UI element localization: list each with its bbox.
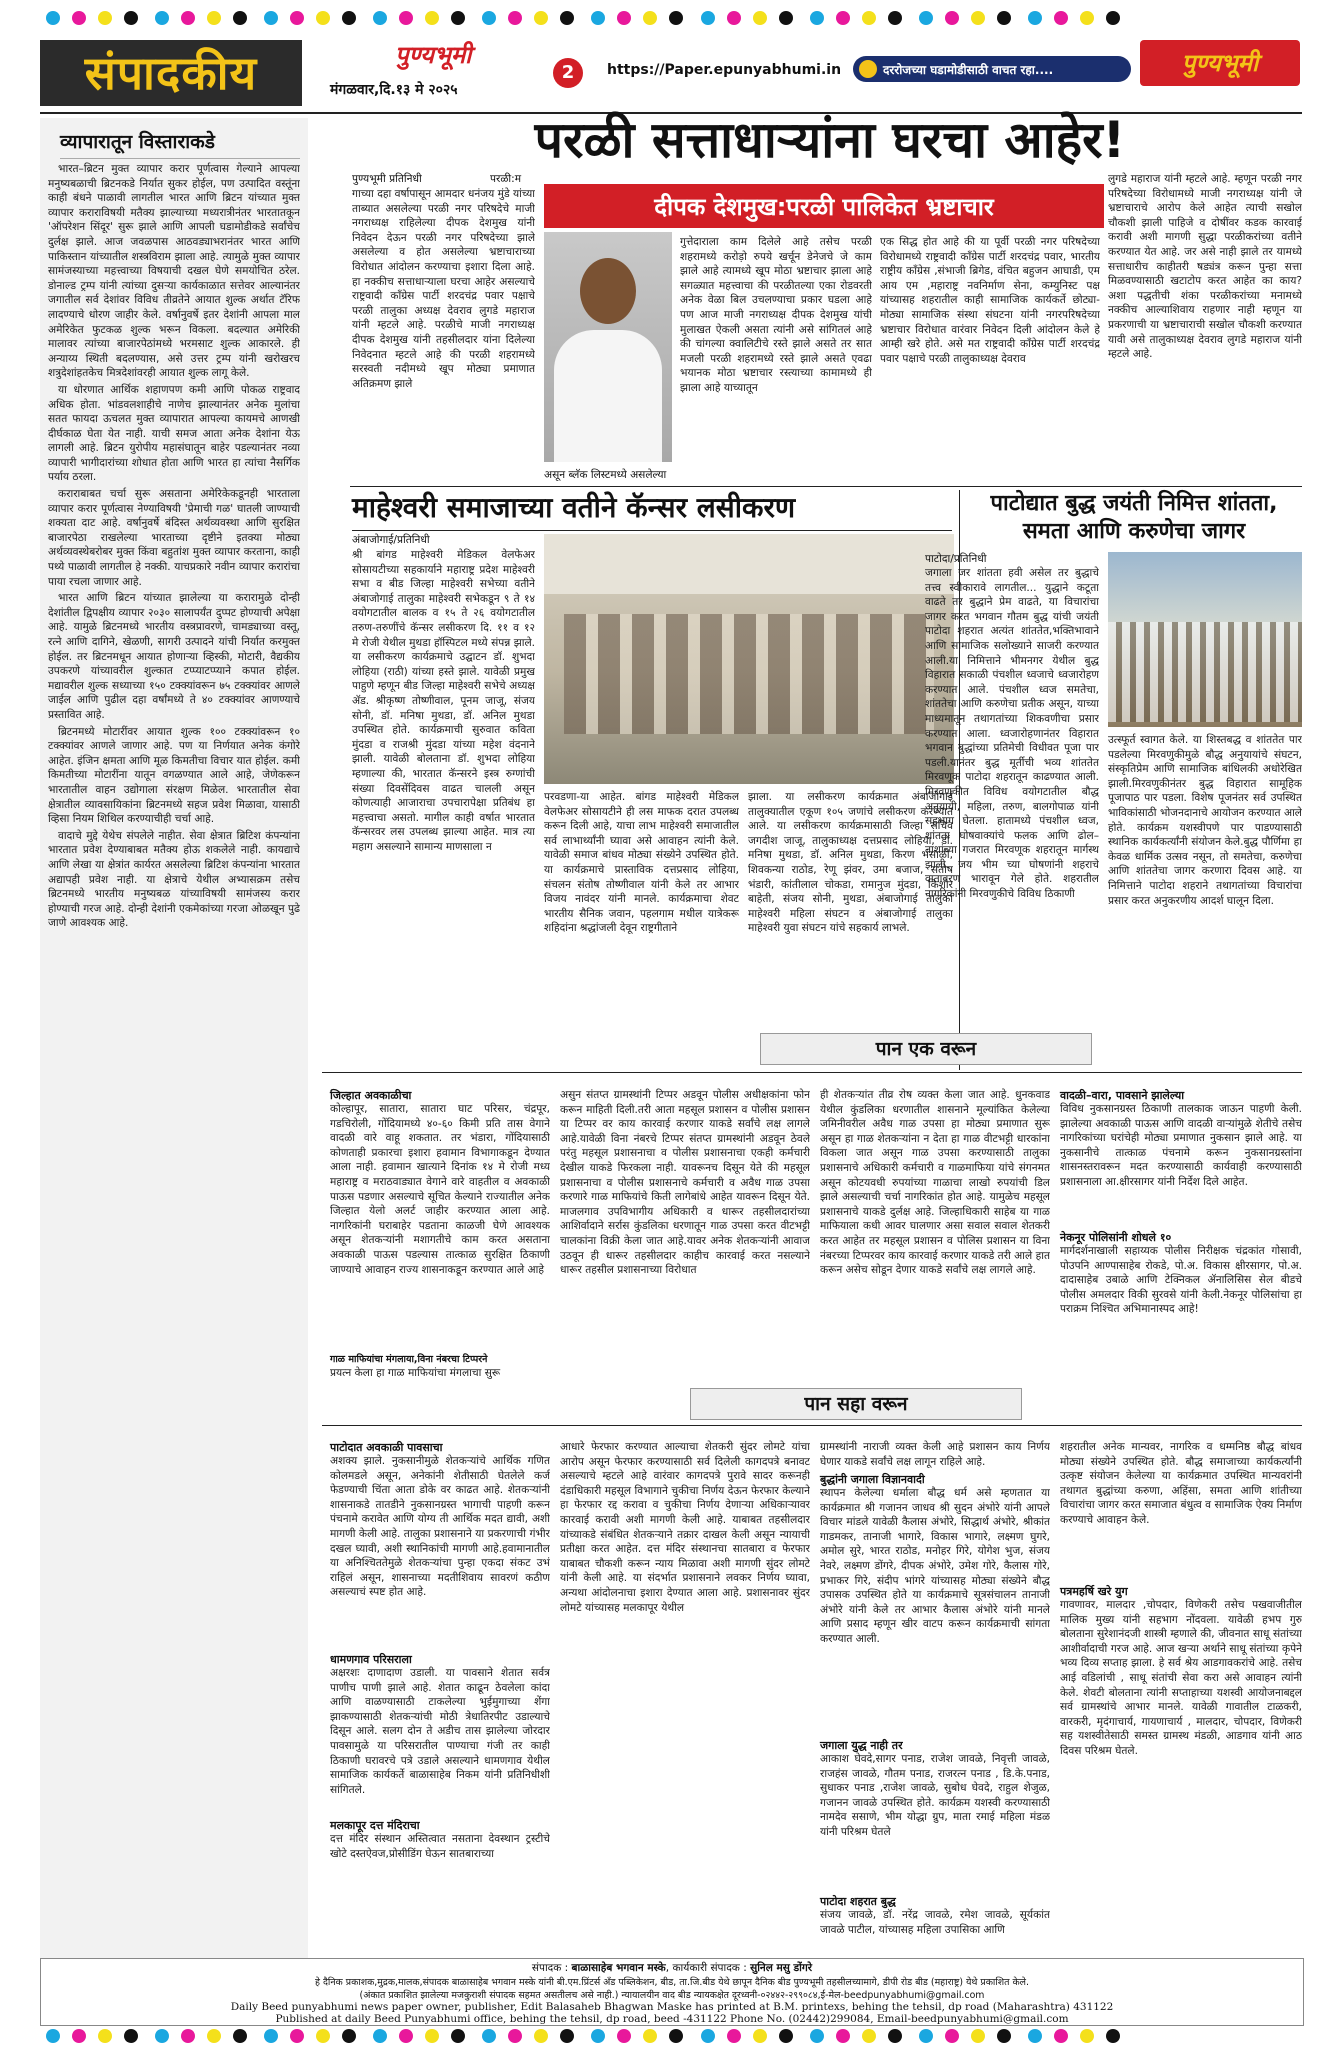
cont6-col1c: दत्त मंदिर संस्थान अस्तित्वात नसताना देवस्थान ट्रस्टीचे खोटे दस्तऐवज,प्रोसीडिंग घेऊन सातबाराच्या (330, 1833, 550, 1860)
main-subheadline-bar: दीपक देशमुख:परळी पालिकेत भ्रष्टाचार (544, 184, 1104, 228)
main-byline: पुण्यभूमी प्रतिनिधी (352, 173, 422, 185)
cont1-col4-head: वादळी–वारा, पावसाने झालेल्या (1060, 1089, 1185, 1102)
cont6-col1-head: पाटोदात अवकाळी पावसाचा (330, 1441, 443, 1454)
tagline-icon (859, 60, 877, 78)
editorial-paragraph: भारत आणि ब्रिटन यांच्यात झालेल्या या करारामुळे दोन्ही देशांतील द्विपक्षीय व्यापार २०३० सालापर्यंत दुप्पट होण्याची अपेक्षा आहे. यामुळे ब्रिटनमध्ये भारतीय वस्त्रप्रावरणे, चामड्याच्या वस्तू, रत्ने आणि दागिने, खेळणी, सागरी उत्पादने यांची निर्यात करमुक्त होईल. तर ब्रिटनमधून आयात होणाऱ्या व्हिस्की, मोटारी, वैद्यकीय उपकरणे यांच्यावरील शुल्कात टप्प्याटप्प्याने कपात होईल. मद्यावरील शुल्क सध्याच्या १५० टक्क्यांवरून ७५ टक्क्यांवर आणले जाईल आणि पुढील दहा वर्षांमध्ये ते ४० टक्क्यांवर आणण्याचे प्रस्तावित आहे. (48, 592, 300, 721)
editorial-title: व्यापारातून विस्ताराकडे (60, 128, 300, 159)
cont6-col3-head2: जगाला युद्ध नाही तर (820, 1739, 903, 1752)
cont1-col1-head2: गाळ माफियांचा मंगलाया,विना नंबरचा टिप्परने (330, 1354, 488, 1365)
cont6-col3-head3: पाटोदा शहरात बुद्ध (820, 1895, 896, 1908)
buddha-procession-photo (1108, 552, 1302, 727)
issue-date: मंगळवार,दि.१३ मे २०२५ (330, 82, 458, 98)
main-col1: गाच्या दहा वर्षापासून आमदार धनंजय मुंडे यांच्या ताब्यात असलेल्या परळी नगर परिषदेचे माजी नगराध्यक्ष राहिलेल्या दीपक देशमुख यांनी निवेदन देऊन परळी नगर परिषदेच्या झाले असलेल्या व होत असलेल्या भ्रष्टाचाराच्या विरोधात आंदोलन करण्याचा इशारा दिला आहे. हा नक्कीच सत्ताधाऱ्याला घरचा आहेर असल्याचे राष्ट्रवादी काँग्रेस पार्टी शरदचंद्र पवार पक्षाचे परळी तालुका अध्यक्ष देवराव लुगडे महाराज यांनी म्हटले आहे. परळीचे माजी नगराध्यक्ष दीपक देशमुख यांनी तहसीलदार यांना दिलेल्या निवेदनात म्हटले आहे की परळी शहरामध्ये सरस्वती नदीमध्ये खूप मोठ्या प्रमाणात अतिक्रमण झाले (352, 188, 535, 390)
cont1-col4-head2: नेकनूर पोलिसांनी शोधले १० (1060, 1231, 1172, 1244)
cancer-headline: माहेश्वरी समाजाच्या वतीने कॅन्सर लसीकरण (352, 491, 796, 524)
cont1-col2: असुन संतप्त ग्रामस्थांनी टिप्पर अडवून पोलीस अधीक्षकांना फोन करून माहिती दिली.तरी आता महसूल प्रशासन व पोलीस प्रशासन या टिप्पर वर काय कारवाई करणार याकडे सर्वांचे लक्ष लागले आहे.यावेळी विना नंबरचे टिप्पर संतप्त ग्रामस्थांनी अडवून ठेवले परंतु महसूल प्रशासनाचा व पोलीस प्रशासनाचा एकही कर्मचारी देखील याकडे फिरकला नाही. यावरूनच दिसून येते की महसूल प्रशासनाचा व पोलीस प्रशासनाचे कर्मचारी व अवैध गाळ उपसा करणारे गाळ माफियांचे किती लागेबांधे आहेत यावरून दिसून येते. माजलगाव उपविभागीय अधिकारी व धारूर तहसीलदारांच्या आशिर्वादाने सर्रास कुंडलिका धरणातून गाळ उपसा करत वीटभट्टी चालकांना विक्री केला जात आहे.यावर अनेक शेतकऱ्यांनी आवाज उठवून ही धारूर तहसीलदार काहीच कारवाई करत नसल्याने धारूर तहसील प्रशासनाच्या विरोधात (560, 1089, 810, 1277)
cont6-col3d: संजय जावळे, डॉ. नरेंद्र जावळे, रमेश जावळे, सूर्यकांत जावळे पाटील, यांच्यासह महिला उपासिका आणि (820, 1909, 1050, 1936)
page-number-badge: 2 (553, 58, 583, 88)
main-dateline: परळी:म (490, 173, 522, 185)
buddha-headline: पाटोद्यात बुद्ध जयंती निमित्त शांतता, समता आणि करुणेचा जागर (990, 491, 1278, 544)
footer-marathi-line2: (अंकात प्रकाशित झालेल्या मजकुराशी संपादक सहमत असतीलच असे नाही.) न्यायालयीन वाद बीड न्यायकक्षेत दूरध्वनी-०२४४२-२९९०८४,ई-मेल-beedpunyabhumi@gmail.com (359, 1990, 985, 2001)
cont1-col3: ही शेतकऱ्यांत तीव्र रोष व्यक्त केला जात आहे. धुनकवाड येथील कुंडलिका धरणातील शासनाने मूल्यांकित केलेल्या जमिनीवरील अवैध गाळ उपसा हा मोठ्या प्रमाणात सुरू असून हा गाळ शेतकऱ्यांना न देता हा गाळ वीटभट्टी धारकांना विकला जात असून गाळ उपसा करण्यासाठी तालुका प्रशासनाचे अधिकारी कर्मचारी व गाळमाफिया यांचे संगनमत असून कोटयवधी रुपयांच्या गाळाचा लाखो रुपयांची डिल झाले असल्याची चर्चा नागरिकांत होत आहे. यामुळेच महसूल प्रशासनाचे याकडे दुर्लक्ष आहे. जिल्हाधिकारी साहेब या गाळ माफियाला कधी आवर घालणार असा सवाल सवाल शेतकरी करत आहेत तर महसूल प्रशासन व पोलिस प्रशासन या विना नंबरच्या टिप्परवर काय कारवाई करणार याकडे तरी आले हात करून असेच सोडून देणार याकडे सर्वांचे लक्ष लागले आहे. (820, 1089, 1050, 1277)
cancer-col3: झाला. या लसीकरण कार्यक्रमात अंबाजोगाई तालुक्यातील एकूण १०५ जणांचे लसीकरण करण्यात आले. या लसीकरण कार्यक्रमासाठी जिल्हा सचिव जगदीश जाजू, तालुकाध्यक्ष दत्तप्रसाद लोहिया, डॉ. मनिषा मुथडा, डॉ. अनिल मुथडा, किरण भंसाळी, शिवकन्या राठोड, रेणू झंवर, उमा बजाज, संतोष भंडारी, कांतीलाल चोकडा, रामानुज मुंदडा, किशोर बाहेती, संजय सोनी, मुथडा, अंबाजोगाई तालुका माहेश्वरी महिला संघटन व अंबाजोगाई तालुका माहेश्वरी युवा संघटन यांचे सहकार्य लाभले. (748, 791, 953, 935)
footer-editors: संपादक : बाळासाहेब भगवान मस्के, कार्यकारी संपादक : सुनिल मसु डोंगरे (531, 1962, 813, 1974)
editorial-paragraph: या धोरणात आर्थिक शहाणपण कमी आणि पोकळ राष्ट्रवाद अधिक होता. भांडवलशाहीचे नाणेच झाल्यानंतर अनेक मुलांचा सतत फायदा ऊचलत मुक्त व्यापारात आपल्या कायमचे आणखी दीर्घकाळ घेता येत नाही. याची समज आता अनेक देशांना येऊ लागली आहे. ब्रिटन युरोपीय महासंघातून बाहेर पडल्यानंतर नव्या व्यापारी भागीदारांच्या शोधात होता आणि भारत हा त्यांचा नैसर्गिक पर्याय ठरला. (48, 383, 300, 484)
cont6-col1: अशक्य झाले. नुकसानीमुळे शेतकऱ्यांचे आर्थिक गणित कोलमडले असून, अनेकांनी शेतीसाठी घेतलेले कर्ज फेडण्याची चिंता आता डोके वर काढत आहे. शेतकऱ्यांनी शासनाकडे तातडीने नुकसानग्रस्त भागाची पाहणी करून पंचनामे करावेत आणि योग्य ती आर्थिक मदत द्यावी, अशी मागणी केली आहे. तालुका प्रशासनाने या प्रकरणाची गंभीर दखल घ्यावी, अशी स्थानिकांची मागणी आहे.हवामानातील या अनिश्चिततेमुळे शेतकऱ्यांचा पुन्हा एकदा संकट उभं राहिलं असून, शासनाच्या मदतीशिवाय सावरणं कठीण असल्याचं स्पष्ट होत आहे. (330, 1455, 550, 1599)
cont6-col3-head: बुद्धांनी जगाला विज्ञानवादी (820, 1473, 925, 1486)
editorial-body (48, 162, 300, 1952)
main-col2: गुत्तेदाराला काम दिलेले आहे तसेच परळी शहरामध्ये करोड़ो रुपये खर्चून डेनेजचे जे काम झाले आहे त्यामध्ये खूप मोठा भ्रष्टाचार झाला आहे सगळ्यात महत्त्वाचा की परळीतल्या एका रोडवरती अनेक वेळा बिल उचलण्याचा प्रकार घडला आहे पण आज माजी नगराध्यक्ष दीपक देशमुख यांची मुलाखत ऐकली असता त्यांनी असे सांगितलं आहे की चांगल्या क्वालिटीचे रस्ते झाले असते तर सात मजली परळी शहरामध्ये रस्ते झाले असते एवढा भयानक मोठा भ्रष्टाचार रस्त्याच्या कामामध्ये ही झाला आहे याच्यातून (680, 236, 872, 394)
cancer-col1: श्री बांगड माहेश्वरी मेडिकल वेलफेअर सोसायटीच्या सहकार्याने महाराष्ट्र प्रदेश माहेश्वरी सभा व बीड जिल्हा माहेश्वरी सभेच्या वतीने अंबाजोगाई तालुका माहेश्वरी सभेकडून ९ ते १४ वयोगटातील बालक व १५ ते २६ वयोगटातील तरुण-तरुणींचे कॅन्सर लसीकरण दि. ११ व १२ मे रोजी येथील मुथडा हॉस्पिटल मध्ये संपन्न झाले. या लसीकरण कार्यक्रमाचे उद्घाटन डॉ. शुभदा लोहिया (राठी) यांच्या हस्ते झाले. यावेळी प्रमुख पाहुणे म्हणून बीड जिल्हा माहेश्वरी सभेचे अध्यक्ष ॲड. श्रीकृष्ण तोष्णीवाल, पूनम जाजू, संजय सोनी, डॉ. मनिषा मुथडा, डॉ. अनिल मुथडा उपस्थित होते. कार्यक्रमाची सुरुवात कविता मुंदडा व राजश्री मुंदडा यांच्या महेश वंदनाने झाली. यावेळी बोलताना डॉ. शुभदा लोहिया म्हणाल्या की, भारतात कॅन्सरने इस्त्र रुग्णांची संख्या दिवसेंदिवस वाढत चालली असून कोणत्याही आजाराचा उपचारापेक्षा प्रतिबंध हा महत्त्वाचा असतो. मागील काही वर्षात भारतात कॅन्सरवर लस उपलब्ध झाल्या आहेत. मात्र त्या महाग असल्याने सामान्य माणसाला न (352, 549, 535, 853)
cancer-byline: अंबाजोगाई/प्रतिनिधी (352, 534, 430, 546)
buddha-col1: जगाला जर शांतता हवी असेल तर बुद्धाचे तत्त्व स्वीकारावे लागतील... युद्धाने कटूता वाढते तर बुद्धाने प्रेम वाढते, या विचारांचा जागर करत भगवान गौतम बुद्ध यांची जयंती पाटोदा शहरात अत्यंत शांततेत,भक्तिभावाने आणि सामाजिक सलोख्याने साजरी करण्यात आली.या निमित्ताने भीमनगर येथील बुद्ध विहारात सकाळी पंचशील ध्वजाचे ध्वजारोहण करण्यात आले. पंचशील ध्वज समतेचा, शांततेचा आणि करुणेचा प्रतीक असून, याच्या माध्यमातून तथागतांच्या शिकवणीचा प्रसार करण्यात आला. ध्वजारोहणानंतर विहारात भगवान बुद्धांच्या प्रतिमेची विधीवत पूजा पार पडली.यानंतर बुद्ध मूर्तीची भव्य शांततेत मिरवणूक पाटोदा शहरातून काढण्यात आली. मिरवणुकीत विविध वयोगटातील बौद्ध अनुयायी, महिला, तरुण, बालगोपाळ यांनी सहभाग घेतला. हातामध्ये पंचशील ध्वज, शांतता घोषवाक्यांचे फलक आणि ढोल–ताशांच्या गजरात मिरवणूक शहरातून मार्गस्थ झाली. जय भीम च्या घोषणांनी शहराचे वातावरण भारावून गेले होते. शहरातील नागरिकांनी मिरवणुकीचे विविध ठिकाणी (925, 567, 1099, 901)
cont1-col4b: मार्गदर्शनाखाली सहाय्यक पोलीस निरीक्षक चंद्रकांत गोसावी, पोउपनि आण्पासाहेब रोकडे, पो.अ. विकास क्षीरसागर, पो.अ. दादासाहेब उबाळे आणि टेक्निकल ॲनालिसिस सेल बीडचे पोलीस अमलदार विकी सुरवसे यांनी केली.नेकनूर पोलिसांचा हा पराक्रम निश्चित अभिमानास्पद आहे! (1060, 1245, 1302, 1316)
cont6-col1b: अक्षरशः दाणादाण उडाली. या पावसाने शेतात सर्वत्र पाणीच पाणी झाले आहे. शेतात काढून ठेवलेला कांदा आणि वाळण्यासाठी टाकलेल्या भुईमुगाच्या शेंगा झाकण्यासाठी शेतकऱ्यांची मोठी त्रेधातिरपीट उडाल्याचे दिसून आले. सलग दोन ते अडीच तास झालेल्या जोरदार पावसामुळे या परिसरातील पाण्याचा गंजी तर काही ठिकाणी घरावरचे पत्रे उडाले असल्याने धामणगाव येथील सामाजिक कार्यकर्ते बाळासाहेब निकम यांनी प्रतिनिधीशी सांगितले. (330, 1667, 550, 1796)
cont1-col1-head: जिल्हात अवकाळीचा (330, 1089, 412, 1102)
continued-page6-rule (322, 1425, 1302, 1426)
website-url: https://Paper.epunyabhumi.in (607, 62, 842, 78)
main-story-rule (350, 486, 1302, 487)
cont1-col1b: प्रयत्न केला हा गाळ माफियांचा मंगलाचा सुरू (330, 1367, 501, 1379)
cancer-col2: परवडणा-या आहेत. बांगड माहेश्वरी मेडिकल वेलफेअर सोसायटीने ही लस माफक दरात उपलब्ध करून दिली आहे, याचा लाभ माहेश्वरी समाजातील सर्व लाभार्थ्यांनी घ्यावा असे आवाहन त्यांनी केले. यावेळी समाज बांधव मोठ्या संख्येने उपस्थित होते. या कार्यक्रमाचे प्रास्ताविक दत्तप्रसाद लोहिया, संचलन संतोष तोष्णीवाल यांनी केले तर आभार विजय नावंदर यांनी मानले. कार्यक्रमाचा शेवट भारतीय सैनिक जवान, पहलगाम मधील यात्रेकरू शहिदांना श्रद्धांजली देवून राष्ट्रगीताने (544, 791, 739, 935)
editorial-paragraph: ब्रिटनमध्ये मोटारींवर आयात शुल्क १०० टक्क्यांवरून १० टक्क्यांवर आणले जाणार आहे. पण या निर्णयात अनेक कंगोरे आहेत. इंजिन क्षमता आणि मूळ किमतीचा विचार यात होईल. कमी किमतीच्या मोटारींना यातून वगळण्यात आले आहे, जेणेकरून भारतातील वाहन उद्योगाला संरक्षण मिळेल. भारतातील सेवा क्षेत्रातील व्यावसायिकांना ब्रिटनमध्ये सहज प्रवेश मिळावा, यासाठी व्हिसा नियम शिथिल करण्याचीही चर्चा आहे. (48, 725, 300, 826)
continued-page1-label: पान एक वरून (760, 1033, 1092, 1065)
editorial-paragraph: भारत–ब्रिटन मुक्त व्यापार करार पूर्णत्वास गेल्याने आपल्या मनुष्यबळाची ब्रिटनकडे निर्यात सुकर होईल, पण उत्पादित वस्तूंना काही बंधने पाळावी लागतील भारत आणि ब्रिटन यांच्यात मुक्त व्यापार कराराविषयी मतैक्य झाल्याच्या मध्यरात्रीनंतर भारतातकून 'ऑपरेशन सिंदूर' सुरू झाले आणि आपली घडामोडीकडे सर्वांचेच दुर्लक्ष झाले. आज जवळपास आठवड्याभरानंतर भारत आणि पाकिस्तान यांच्यातील शस्त्रविराम झाला आहे. त्यामुळे मुक्त व्यापार सामंजस्याच्या महत्त्वाच्या विषयाची दखल घेणे समयोचित ठरेल. डोनाल्ड ट्रम्प यांनी त्यांच्या दुसऱ्या कार्यकाळात सत्तेवर आल्यानंतर जगातील सर्व देशांवर विविध तीव्रतेने आयात शुल्क अर्थात टॅरिफ लादण्याचे धोरण जाहीर केले. वर्षानुवर्षे इतर देशांनी आपला माल अमेरिकेत फुटकळ शुल्क भरून विकला. बदल्यात अमेरिकी मालावर त्यांच्या बाजारपेठांमध्ये भरमसाट शुल्क आकारले. ही अन्याय्य स्थिती बदलण्यास, असे उत्तर ट्रम्प यांनी खरोखरच शत्रुदेशांहतकेच मित्रदेशांवरही आयात शुल्क लागू केले. (48, 163, 300, 380)
tagline-text: दररोजच्या घडामोडीसाठी वाचत रहा.... (883, 63, 1054, 77)
continued-page1-rule (322, 1072, 1302, 1073)
buddha-col2: उत्स्फूर्त स्वागत केले. या शिस्तबद्ध व शांततेत पार पडलेल्या मिरवणुकीमुळे बौद्ध अनुयायांचे संघटन, संस्कृतिप्रेम आणि सामाजिक बांधिलकी अधोरेखित झाली.मिरवणुकीनंतर बुद्ध विहारात सामूहिक पूजापाठ पार पडला. विशेष पूजनंतर सर्व उपस्थित भाविकांसाठी भोजनदानाचे आयोजन करण्यात आले होते. कार्यक्रम यशस्वीपणे पार पाडण्यासाठी स्थानिक कार्यकर्त्यांनी संयोजन केले.बुद्ध पौर्णिमा हा केवळ धार्मिक उत्सव नसून, तो समतेचा, करुणेचा आणि शांततेचा जागर करणारा दिवस आहे. या निमित्ताने पाटोदा शहराने तथागतांच्या विचारांचा प्रसार करत अनुकरणीय आदर्श घालून दिला. (1108, 734, 1302, 907)
footer-english-line1: Daily Beed punyabhumi news paper owner, publisher, Edit Balasaheb Bhagwan Maske has printed at B.M. printexs, behing the tehsil, dp road (Maharashtra) 431122 (230, 2001, 1114, 2013)
photo-caption: असून ब्लॅक लिस्टमध्ये असलेल्या (544, 469, 667, 481)
main-col3: एक सिद्ध होत आहे की या पूर्वी परळी नगर परिषदेच्या विरोधामध्ये राष्ट्रवादी काँग्रेस पार्टी शरदचंद्र पवार, भारतीय राष्ट्रीय काँग्रेस ,संभाजी ब्रिगेड, वंचित बहुजन आघाडी, एम आय एम ,महाराष्ट्र नवनिर्माण सेना, कम्युनिस्ट पक्ष यांच्यासह शहरातील काही सामाजिक कार्यकर्ते छोट्या-मोठ्या सामाजिक संस्था संघटना यांनी नगरपरिषदेच्या भ्रष्टाचार विरोधात वारंवार निवेदन दिली आंदोलन केले हे आम्ही खरे होते. असे मत राष्ट्रवादी काँग्रेस पार्टी शरदचंद्र पवार पक्षाचे परळी तालुकाध्यक्ष देवराव (880, 236, 1100, 365)
cancer-headline-rule (352, 530, 952, 531)
paper-logo-right: पुण्यभूमी (1140, 40, 1300, 86)
main-headline: परळी सत्ताधाऱ्यांना घरचा आहेर! (534, 111, 1126, 169)
cont1-col1: कोल्हापूर, सातारा, सातारा घाट परिसर, चंद्रपूर, गडचिरोली, गोंदियामध्ये ४०-६० किमी प्रति तास वेगाने वादळी वारे वाहू शकतात. तर भंडारा, गोंदियासाठी कोणताही प्रकारचा इशारा हवामान विभागाकडून देण्यात आला नाही. हवामान खात्याने दिनांक १४ मे रोजी मध्य महाराष्ट्र व मराठवाड्यात वेगाने वारे वाहतील व अवकाळी पाऊस पडणार असल्याचे सूचित केल्याने राज्यातील अनेक जिल्हात येलो अलर्ट जाहीर करण्यात आला आहे. नागरिकांनी घराबाहेर पडताना काळजी घेणे आवश्यक असून शेतकऱ्यांनी मशागतीचे काम करत असताना अवकाळी पाऊस पडल्यास तात्काळ सुरक्षित ठिकाणी जाण्याचे आवाहन राज्य शासनाकडून करण्यात आले आहे (330, 1103, 550, 1276)
editorial-paragraph: कराराबाबत चर्चा सुरू असताना अमेरिकेकडूनही भारताला व्यापार करार पूर्णत्वास नेण्याविषयी 'प्रेमाची गळ' घातली जाण्याची शक्यता दाट आहे. वर्षानुवर्षे बंदिस्त अर्थव्यवस्था आणि सुरक्षित बाजारपेठा राखलेल्या भारताच्या दृष्टीने इतक्या मोठ्या अर्थव्यवस्थेबरोबर मुक्त किंवा बहुतांश मुक्त व्यापार करताना, काही पथ्ये पाळावी लागतील हे नक्की. याचप्रकारे नवीन व्यापार करारांचा पाया रचला जाणार आहे. (48, 488, 300, 588)
cont6-col1-head3: मलकापूर दत्त मंदिराचा (330, 1819, 420, 1832)
footer-english-line2: Published at daily Beed Punyabhumi office, behing the tehsil, dp road, beed -431122 Phone No. (02442)299084, Email-beedpunyabhumi@gmail.com (275, 2013, 1069, 2025)
cont6-col4-head: पत्रमहर्षि खरे युग (1060, 1585, 1128, 1598)
editorial-paragraph: वादाचे मुद्दे येथेच संपलेले नाहीत. सेवा क्षेत्रात ब्रिटिश कंपन्यांना भारतात प्रवेश देण्याबाबत मतैक्य होऊ शकलेले नाही. कायद्याचे आणि लेखा या क्षेत्रांत कार्यरत असलेल्या ब्रिटिश कंपन्यांना भारतात अद्यापही प्रवेश नाही. या क्षेत्राचे येथील अभ्यासक्रम तसेच ब्रिटनमध्ये भारतीय मनुष्यबळ यांच्याविषयी सामंजस्य करार होण्याची गरज आहे. दोन्ही देशांनी एकमेकांच्या गरजा ओळखून पुढे जाणे आवश्यक आहे. (48, 829, 300, 930)
cont1-col4: विविध नुकसानग्रस्त ठिकाणी तालकाक जाऊन पाहणी केली. झालेल्या अवकाळी पाऊस आणि वादळी वाऱ्यांमुळे शेतीचे तसेच नागरिकांच्या घरांचेही मोठ्या प्रमाणात नुकसान झाले आहे. या नुकसानीचे तात्काळ पंचनामे करून नुकसानग्रस्तांना शासनस्तरावरून मदत करण्यासाठी कार्यवाही करण्यासाठी प्रशासनाला आ.क्षीरसागर यांनी निर्देश दिले आहेत. (1060, 1103, 1302, 1188)
section-banner (40, 40, 302, 106)
cont6-col3c: आकाश घेवदे,सागर पनाड, राजेश जावळे, निवृत्ती जावळे, राजहंस जावळे, गौतम पनाड, राजरत्न पनाड , डि.के.पनाड, सुधाकर पनाड ,राजेश जावळे, सुबोध घेवदे, राहुल शेजुळ, गजानन जावळे उपस्थित होते. कार्यक्रम यशस्वी करण्यासाठी नामदेव ससाणे, भीम योद्धा ग्रुप, माता रमाई महिला मंडळ यांनी परिश्रम घेतले (820, 1753, 1050, 1838)
cont6-col4: शहरातील अनेक मान्यवर, नागरिक व धम्मनिष्ठ बौद्ध बांधव मोठ्या संख्येने उपस्थित होते. बौद्ध समाजाच्या कार्यकर्त्यांनी उत्कृष्ट संयोजन केलेल्या या कार्यक्रमात उपस्थित मान्यवरांनी तथागत बुद्धांच्या करुणा, अहिंसा, समता आणि शांतीच्या विचारांचा जागर करत समाजात बंधुत्व व सामाजिक ऐक्य निर्माण करण्याचे आवाहन केले. (1060, 1441, 1302, 1526)
buddha-byline: पाटोदा/प्रतिनिधी (925, 553, 987, 565)
bottom-registration-dots (40, 2028, 1300, 2044)
cont6-col3: ग्रामस्थांनी नाराजी व्यक्त केली आहे प्रशासन काय निर्णय घेणार याकडे सर्वांचे लक्ष लागून राहिले आहे. (820, 1441, 1050, 1468)
cont6-col4b: गावणावर, मालदार ,चोपदार, विणेकरी तसेच पखवाजीतील मालिक मुख्य यांनी सहभाग नोंदवला. यावेळी हभप गुरु बोलताना सुरेशानंदजी शास्त्री म्हणाले की, जीवनात साधू संतांच्या आशीर्वादाची गरज आहे. आज खऱ्या अर्थाने साधू संतांच्या कृपेने भव्य दिव्य सप्ताह झाला. हे सर्व श्रेय आडगावकरांचे आहे. तसेच आई वडिलांची , साधू संतांची सेवा करा असे आवाहन त्यांनी केले. शेवटी बोलताना त्यांनी सप्ताहाच्या यशस्वी आयोजनाबद्दल सर्व ग्रामस्थांचे आभार मानले. यावेळी गावातील टाळकरी, वारकरी, मृदंगाचार्य, गायणाचार्य , मालदार, चोपदार, विणेकरी सह यशस्वीतेसाठी समस्त ग्रामस्थ मंडळी, आडगाव यांनी आठ दिवस परिश्रम घेतले. (1060, 1599, 1302, 1757)
footer-box (40, 1958, 1304, 2026)
paper-logo-left: पुण्यभूमी (395, 41, 472, 69)
main-col4: लुगडे महाराज यांनी म्हटले आहे. म्हणून परळी नगर परिषदेच्या विरोधामध्ये माजी नगराध्यक्ष यांनी जे भ्रष्टाचाराचे आरोप केले आहेत त्याची सखोल चौकशी झाली पाहिजे व दोषींवर कडक कारवाई करावी अशी मागणी सुद्धा परळीकरांच्या वतीने करण्यात येत आहे. जर असे नाही झाले तर यामध्ये सत्ताधारीच काहीतरी षड्यंत्र करून पुन्हा सत्ता मिळवण्यासाठी खटाटोप करत आहेत का काय? अशा पद्धतीची शंका परळीकरांच्या मनामध्ये नक्कीच आल्याशिवाय राहणार नाही म्हणून या प्रकरणाची या भ्रष्टाचाराची सखोल चौकशी करण्यात यावी असे तालुकाध्यक्ष देवराव लुगडे महाराज यांनी म्हटले आहे. (1108, 173, 1302, 361)
continued-page6-label: पान सहा वरून (690, 1388, 1022, 1420)
cont6-col1-head2: धामणगाव परिसराला (330, 1653, 412, 1666)
vaccination-group-photo (544, 534, 954, 784)
cont6-col3b: स्थापन केलेल्या धर्माला बौद्ध धर्म असे म्हणतात या कार्यक्रमात श्री गजानन जाधव श्री सुदन अंभोरे यांनी आपले विचार मांडले यावेळी कैलास अंभोरे, सिद्धार्थ अंभोरे, श्रीकांत गाडमकर, तानाजी भागारे, विकास भागारे, लक्ष्मण घुगरे, अमोल सुरे, भारत राठोड, मनोहर गिरे, योगेश भुज, संजय नेवरे, लक्ष्मण डोंगरे, दीपक अंभोरे, उमेश गोरे, कैलास गोरे, प्रभाकर गिरे, संदीप भांगरे यांच्यासह मोठ्या संख्येने बौद्ध उपासक उपस्थित होते या कार्यक्रमाचे सूत्रसंचालन तानाजी अंभोरे यांनी केले तर आभार कैलास अंभोरे यांनी मानले आणि प्रसाद म्हणून खीर वाटप करून कार्यक्रमाची सांगता करण्यात आली. (820, 1487, 1050, 1645)
section-title: संपादकीय (84, 46, 258, 100)
footer-marathi-line1: हे दैनिक प्रकाशक,मुद्रक,मालक,संपादक बाळासाहेब भगवान मस्के यांनी बी.एम.प्रिंटर्स अँड पब्लिकेशन, बीड, ता.जि.बीड येथे छापून दैनिक बीड पुण्यभूमी तहसीलच्यामागे, डीपी रोड बीड (महाराष्ट्र) येथे प्रकाशित केले. (314, 1977, 1029, 1988)
tagline-bar (853, 56, 1131, 82)
cont6-col2: आधारे फेरफार करण्यात आल्याचा शेतकरी सुंदर लोमटे यांचा आरोप असून फेरफार करण्यासाठी सर्व दिलेली कागदपत्रे बनावट असल्याचे म्हटले आहे वारंवार कागदपत्रे पुरावे सादर करूनही दंडाधिकारी महसूल विभागाने चुकीचा निर्णय देऊन फेरफार केल्याने हा फेरफार रद्द करावा व चुकीचा निर्णय देणाऱ्या अधिकाऱ्यावर कारवाई करावी अशी मागणी केली आहे. याबाबत तहसीलदार यांच्याकडे संबंधित शेतकऱ्याने तक्रार दाखल केली असून न्यायाची प्रतीक्षा करत आहेत. दत्त मंदिर संस्थानचा सातबारा व फेरफार याबाबत चौकशी करून न्याय मिळावा अशी मागणी सुंदर लोमटे यांनी केली आहे. या संदर्भात प्रशासनाने लवकर निर्णय घ्यावा, अन्यथा आंदोलनाचा इशारा देण्यात आला आहे. प्रशासनावर सुंदर लोमटे यांच्यासह मलकापूर येथील (560, 1441, 810, 1614)
deepak-deshmukh-photo (544, 232, 672, 462)
top-registration-dots (40, 10, 1300, 28)
